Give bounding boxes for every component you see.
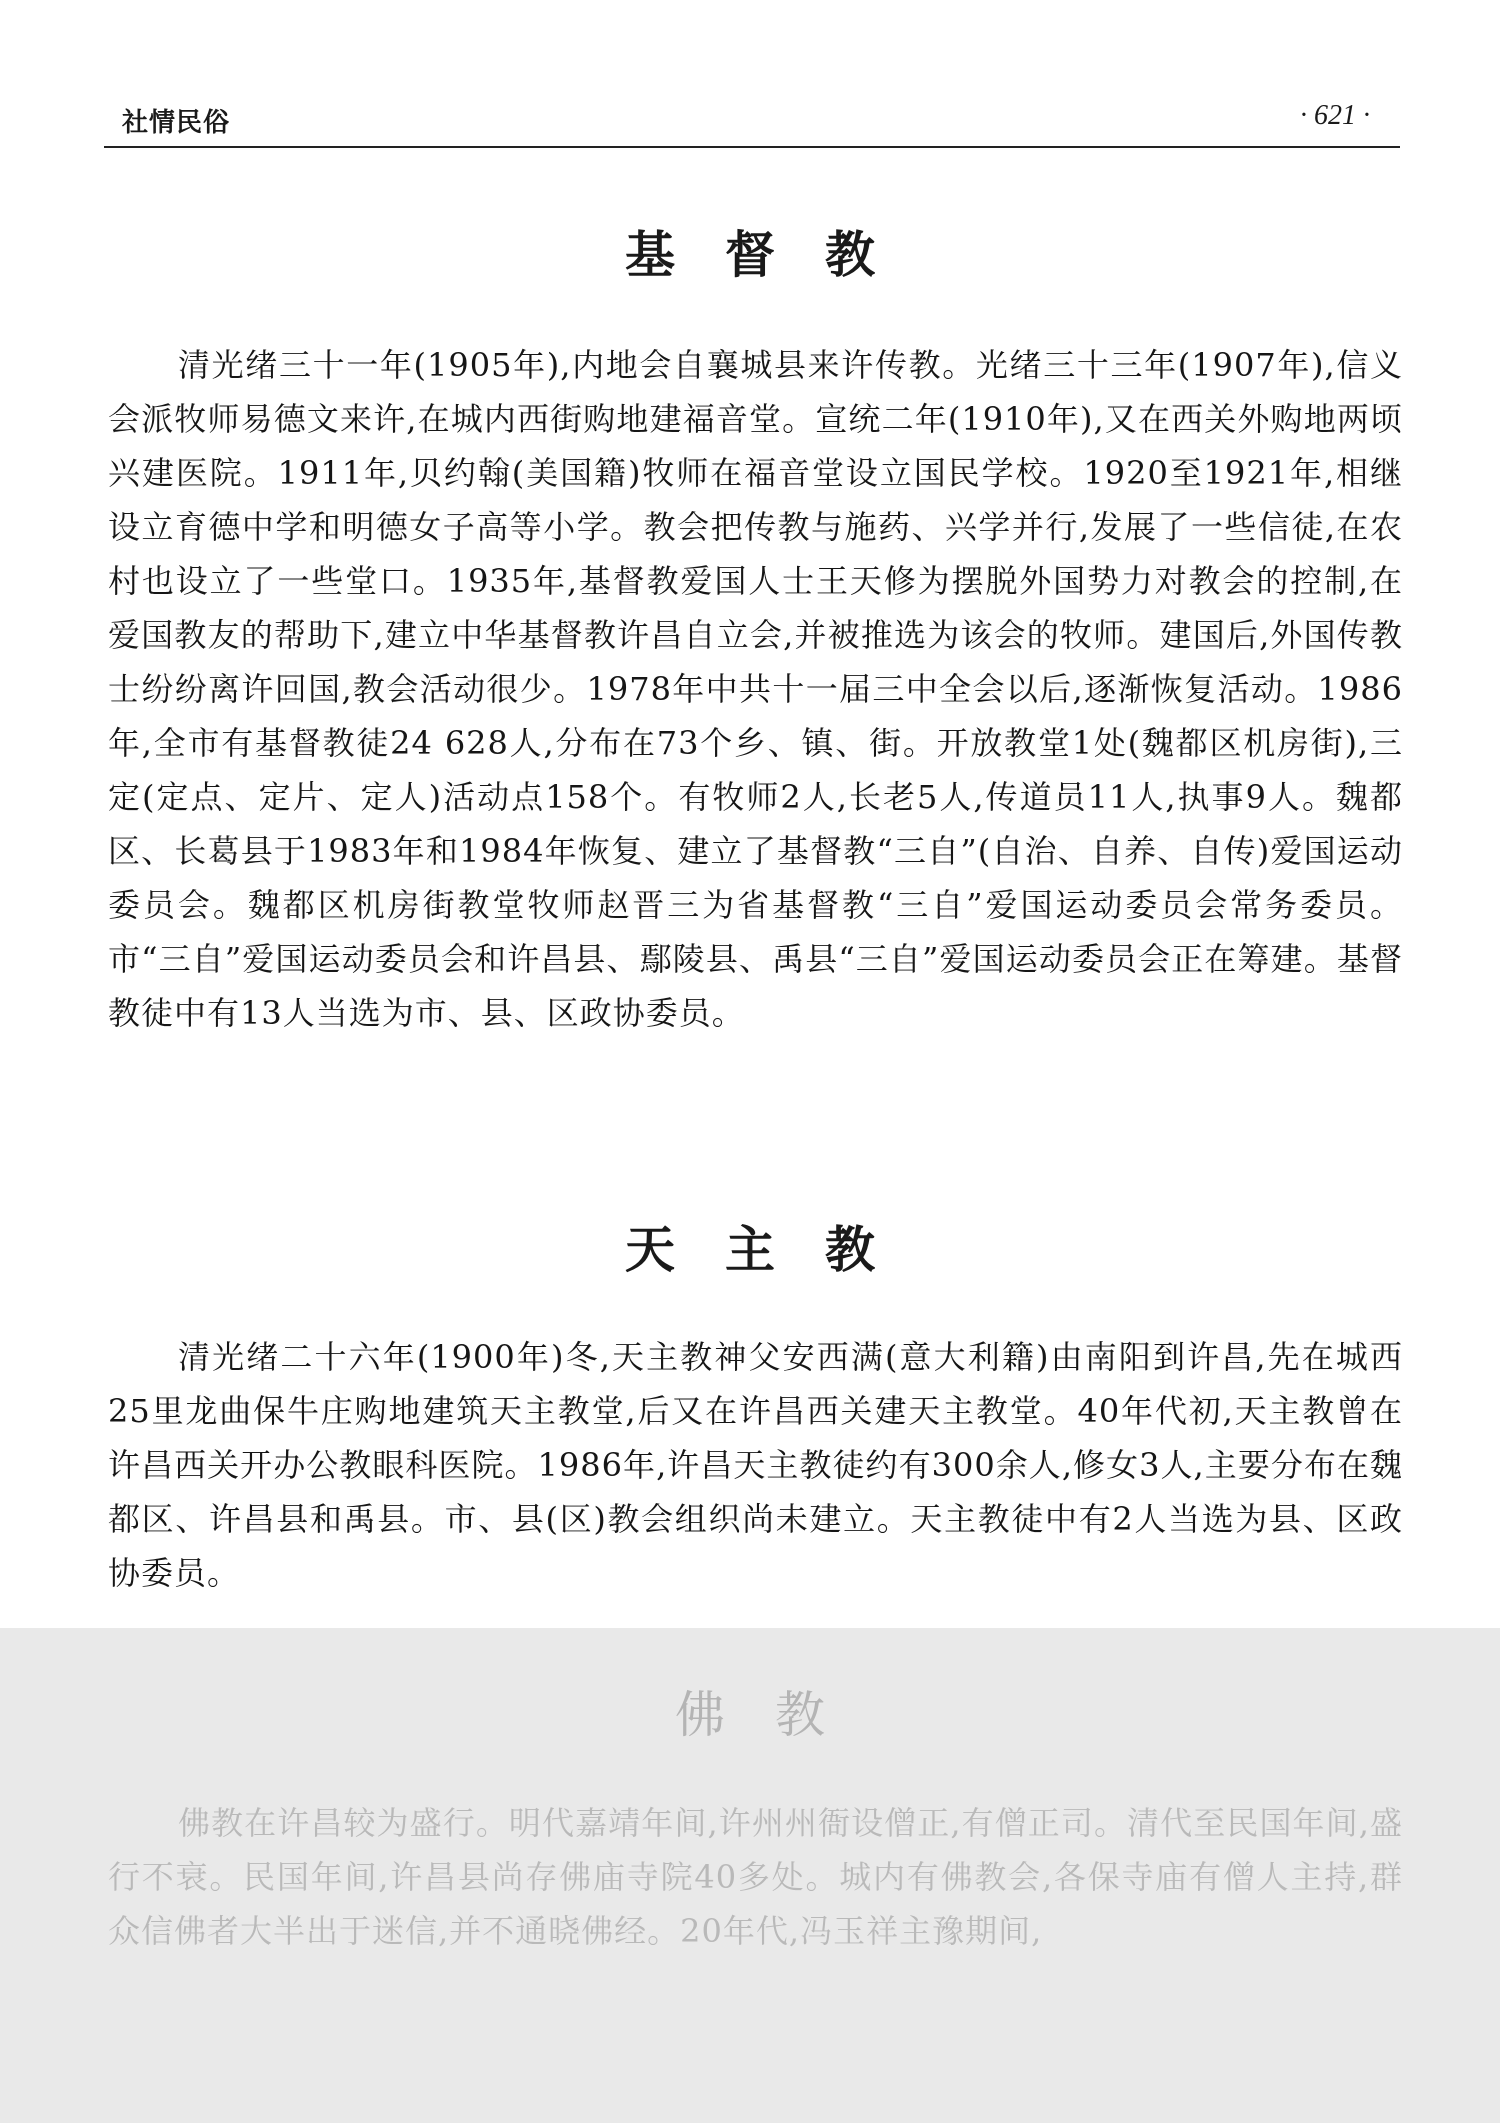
header-page-number: · 621 · — [1300, 100, 1370, 131]
paragraph-buddhism: 佛教在许昌较为盛行。明代嘉靖年间,许州州衙设僧正,有僧正司。清代至民国年间,盛行不衰。民国年间,许昌县尚存佛庙寺院40多处。城内有佛教会,各保寺庙有僧人主持,群众信佛者大半出于迷信,并不通晓佛经。20年代,冯玉祥主豫期间, — [108, 1804, 1403, 1950]
paragraph-catholicism: 清光绪二十六年(1900年)冬,天主教神父安西满(意大利籍)由南阳到许昌,先在城西25里龙曲保牛庄购地建筑天主教堂,后又在许昌西关建天主教堂。40年代初,天主教曾在许昌西关开办公教眼科医院。1986年,许昌天主教徒约有300余人,修女3人,主要分布在魏都区、许昌县和禹县。市、县(区)教会组织尚未建立。天主教徒中有2人当选为县、区政协委员。 — [108, 1338, 1403, 1592]
section-title-christianity: 基督教 — [625, 226, 925, 284]
section-title-catholicism: 天主教 — [625, 1221, 925, 1279]
running-header — [104, 98, 1400, 148]
header-section-name: 社情民俗 — [122, 108, 231, 138]
section-title-buddhism: 佛教 — [675, 1686, 875, 1744]
paragraph-christianity: 清光绪三十一年(1905年),内地会自襄城县来许传教。光绪三十三年(1907年),信义会派牧师易德文来许,在城内西街购地建福音堂。宣统二年(1910年),又在西关外购地两顷兴建医院。1911年,贝约翰(美国籍)牧师在福音堂设立国民学校。1920至1921年,相继设立育德中学和明德女子高等小学。教会把传教与施药、兴学并行,发展了一些信徒,在农村也设立了一些堂口。1935年,基督教爱国人士王天修为摆脱外国势力对教会的控制,在爱国教友的帮助下,建立中华基督教许昌自立会,并被推选为该会的牧师。建国后,外国传教士纷纷离许回国,教会活动很少。1978年中共十一届三中全会以后,逐渐恢复活动。1986年,全市有基督教徒24 628人,分布在73个乡、镇、街。开放教堂1处(魏都区机房街),三定(定点、定片、定人)活动点158个。有牧师2人,长老5人,传道员11人,执事9人。魏都区、长葛县于1983年和1984年恢复、建立了基督教“三自”(自治、自养、自传)爱国运动委员会。魏都区机房街教堂牧师赵晋三为省基督教“三自”爱国运动委员会常务委员。市“三自”爱国运动委员会和许昌县、鄢陵县、禹县“三自”爱国运动委员会正在筹建。基督教徒中有13人当选为市、县、区政协委员。 — [108, 346, 1403, 1032]
